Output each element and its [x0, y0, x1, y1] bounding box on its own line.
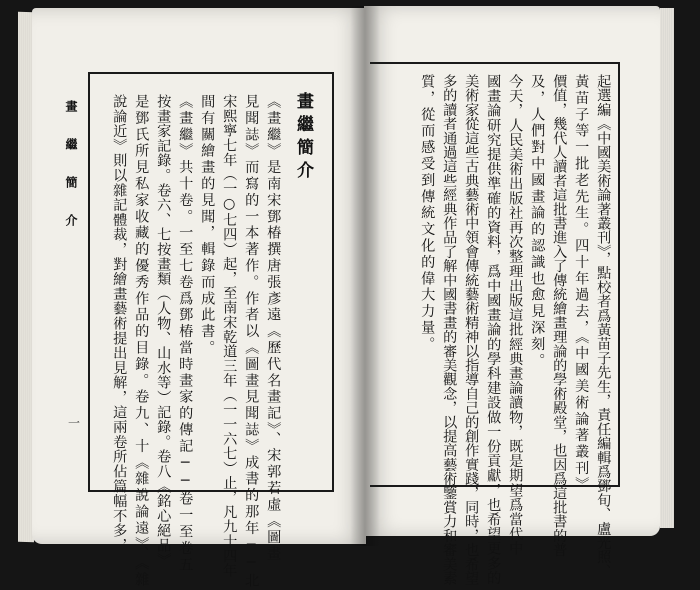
- right-text-column: 美術家從這些古典藝術中領會傳統藝術精神以指導自己的創作實踐，同時，也希望: [463, 74, 480, 586]
- right-text-column: 質，從而感受到傳統文化的偉大力量。: [419, 74, 436, 353]
- left-text-column: 《畫繼》是南宋鄧椿撰唐張彥遠《歷代名畫記》、宋郭若虛《圖畫: [265, 94, 282, 563]
- right-text-column: 今天，人民美術出版社再次整理出版這批經典畫論讀物，既是期望爲當代中: [507, 74, 524, 556]
- left-text-column: 見聞誌》而寫的一本著作。作者以《圖畫見聞誌》成書的那年──北: [243, 94, 260, 590]
- left-text-column: 間有關繪畫的見聞，輯錄而成此書。: [199, 94, 216, 357]
- right-page-edges: [660, 8, 674, 528]
- running-head: 畫 繼 簡 介: [64, 100, 78, 232]
- left-text-column: 是鄧氏所見私家收藏的優秀作品的目錄。卷九、十《雜說論遠》、《雜: [133, 94, 150, 589]
- left-text-column: 按畫家記錄。卷六、七按畫類（人物、山水等）記錄。卷八《銘心絕品》: [155, 94, 172, 568]
- page-number: 一: [68, 416, 81, 430]
- right-text-column: 國畫論研究提供準確的資料，爲中國畫論的學科建設做一份貢獻，也希望更多的: [485, 74, 502, 585]
- right-text-column: 黃苗子等一批老先生。四十年過去，《中國美術論著叢刊》: [573, 74, 590, 494]
- right-text-column: 及，人們對中國畫論的認識也愈見深刻。: [529, 74, 546, 370]
- right-text-column: 多的讀者通過這些經典作品了解中國書畫的審美觀念，以提高藝術鑒賞力和審美素: [441, 74, 458, 586]
- right-text-column: 價值，幾代人讀者這批書進入了傳統繪畫理論的學術殿堂，也因爲這批書的普: [551, 74, 568, 557]
- left-text-column: 宋熙寧七年（一○七四）起，至南宋乾道三年（一一六七）止，凡九十四年: [221, 94, 238, 578]
- section-title: 畫繼簡介: [293, 92, 313, 184]
- left-text-column: 《畫繼》共十卷。一至七卷爲鄧椿當時畫家的傳記──卷一至卷五: [177, 94, 194, 574]
- left-text-column: 說論近》則以雜記體裁，對繪畫藝術提出見解，這兩卷所佔篇幅不多，: [111, 94, 128, 553]
- right-text-column: 起選編《中國美術論著叢刊》，點校者爲黃苗子先生，責任編輯爲鄧旬、盧光照、: [595, 74, 612, 579]
